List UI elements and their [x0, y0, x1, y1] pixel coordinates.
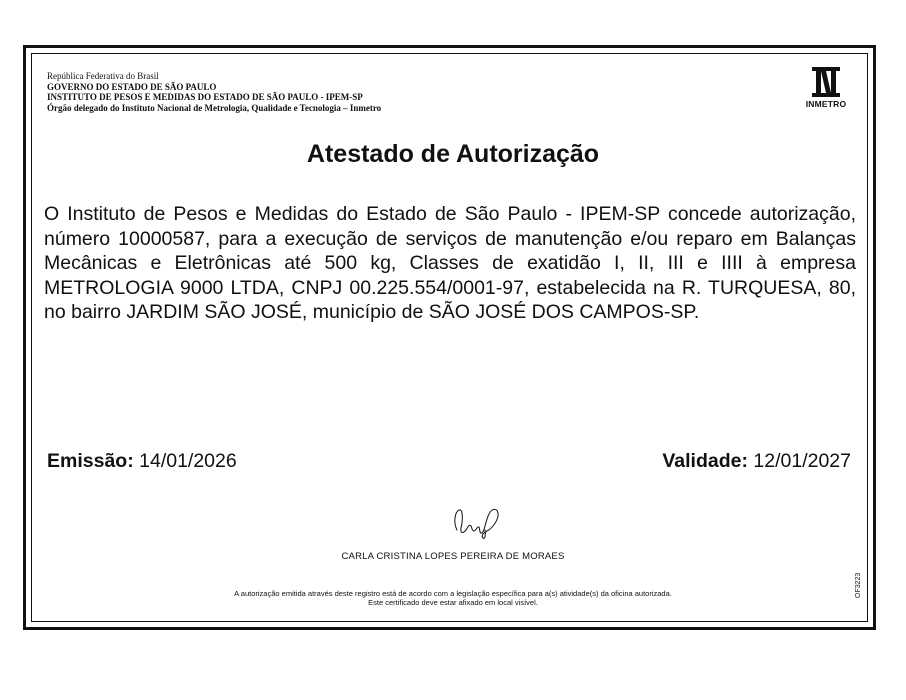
document-title: Atestado de Autorização	[306, 140, 600, 168]
header-line-republic: República Federativa do Brasil	[47, 71, 159, 81]
expiry-date	[662, 450, 851, 473]
handwritten-signature	[441, 500, 511, 542]
footnote-line-1: A autorização emitida através deste registro está de acordo com a legislação específica para a(s) atividade(s) da oficina autorizada.	[234, 589, 672, 598]
form-code: OF3223	[855, 572, 862, 598]
expiry-date-value: 12/01/2027	[753, 450, 851, 472]
header-line-delegate: Órgão delegado do Instituto Nacional de Metrologia, Qualidade e Tecnologia – Inmetro	[47, 102, 382, 113]
expiry-date-label: Validade:	[662, 450, 748, 472]
legal-footnote	[0, 589, 906, 607]
header-line-government: GOVERNO DO ESTADO DE SÃO PAULO	[47, 81, 217, 92]
inmetro-logo-icon	[812, 67, 840, 97]
issue-date	[47, 450, 237, 473]
issue-date-label: Emissão:	[47, 450, 134, 472]
signer-name: CARLA CRISTINA LOPES PEREIRA DE MORAES	[341, 551, 565, 562]
inmetro-logo	[800, 67, 852, 109]
authorization-text: O Instituto de Pesos e Medidas do Estado de São Paulo - IPEM-SP concede autorização, número 10000587, para a execução de serviços de manutenção e/ou reparo em Balanças Mecânicas e Eletrônicas até 500 kg, Classes de exatidão I, II, III e IIII à empresa METROLOGIA 9000 LTDA, CNPJ 00.225.554/0001-97, estabelecida na R. TURQUESA, 80, no bairro JARDIM SÃO JOSÉ, município de SÃO JOSÉ DOS CAMPOS-SP.	[44, 203, 856, 323]
issue-date-value: 14/01/2026	[139, 450, 237, 472]
footnote-line-2: Este certificado deve estar afixado em local visível.	[368, 598, 538, 607]
issuer-header	[47, 71, 381, 113]
inmetro-logo-text: INMETRO	[805, 99, 847, 109]
header-line-institute: INSTITUTO DE PESOS E MEDIDAS DO ESTADO DE SÃO PAULO - IPEM-SP	[47, 92, 363, 102]
